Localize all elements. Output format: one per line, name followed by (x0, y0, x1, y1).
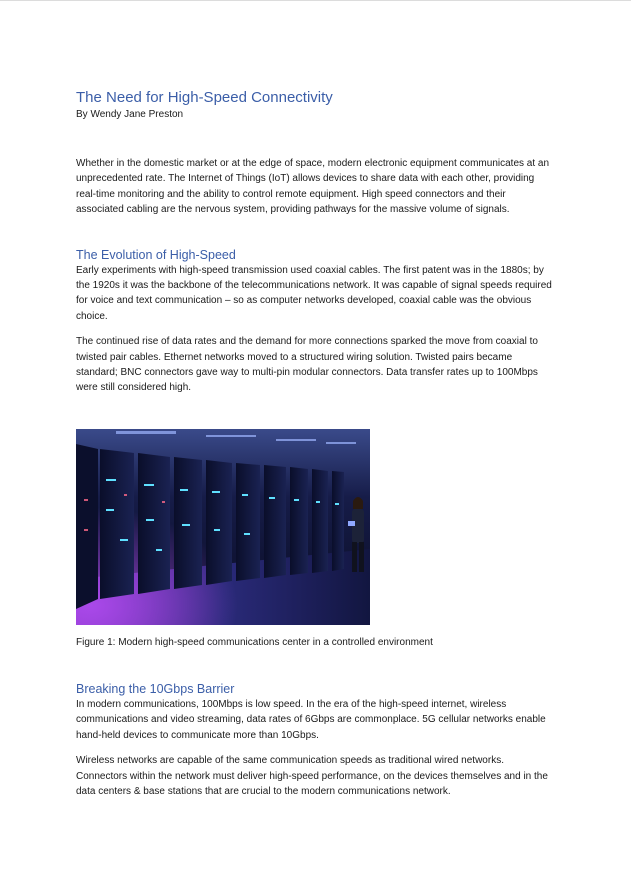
datacenter-photo (76, 429, 370, 625)
section2-paragraph-1: In modern communications, 100Mbps is low speed. In the era of the high-speed internet, wireless communications and video streaming, data rates of 6Gbps are commonplace. 5G cellular networks enable hand-held devices to communicate more than 10Gbps. (76, 698, 546, 741)
section1-paragraph-2: The continued rise of data rates and the demand for more connections sparked the move from coaxial to twisted pair cables. Ethernet networks moved to a structured wiring solution. Twisted pairs became standard; BNC connectors gave way to multi-pin modular connectors. Data transfer rates up to 100Mbps were still considered high. (76, 336, 538, 394)
figure-caption: Figure 1: Modern high-speed communications center in a controlled environment (76, 636, 433, 648)
page-top-border (0, 0, 631, 1)
section-heading-evolution: The Evolution of High-Speed (76, 247, 236, 262)
document-page (76, 88, 556, 799)
section-heading-10gbps: Breaking the 10Gbps Barrier (76, 681, 235, 696)
byline: By Wendy Jane Preston (76, 109, 184, 120)
section2-paragraph-2: Wireless networks are capable of the same communication speeds as traditional wired networks. Connectors within the network must deliver high-speed performance, on the devices themselves and in the data centers & base stations that are crucial to the modern communications network. (76, 755, 548, 797)
section1-paragraph-1: Early experiments with high-speed transmission used coaxial cables. The first patent was in the 1880s; by the 1920s it was the backbone of the telecommunications network. It was capable of signal speeds required for voice and text communication – so as computer networks developed, coaxial cable was the obvious choice. (76, 264, 552, 322)
document-title: The Need for High-Speed Connectivity (76, 89, 333, 106)
intro-paragraph: Whether in the domestic market or at the edge of space, modern electronic equipment communicates at an unprecedented rate. The Internet of Things (IoT) allows devices to share data with each other, providing real-time monitoring and the ability to control remote equipment. High speed connectors and their associated cabling are the nervous system, providing pathways for the massive volume of signals. (76, 158, 550, 216)
